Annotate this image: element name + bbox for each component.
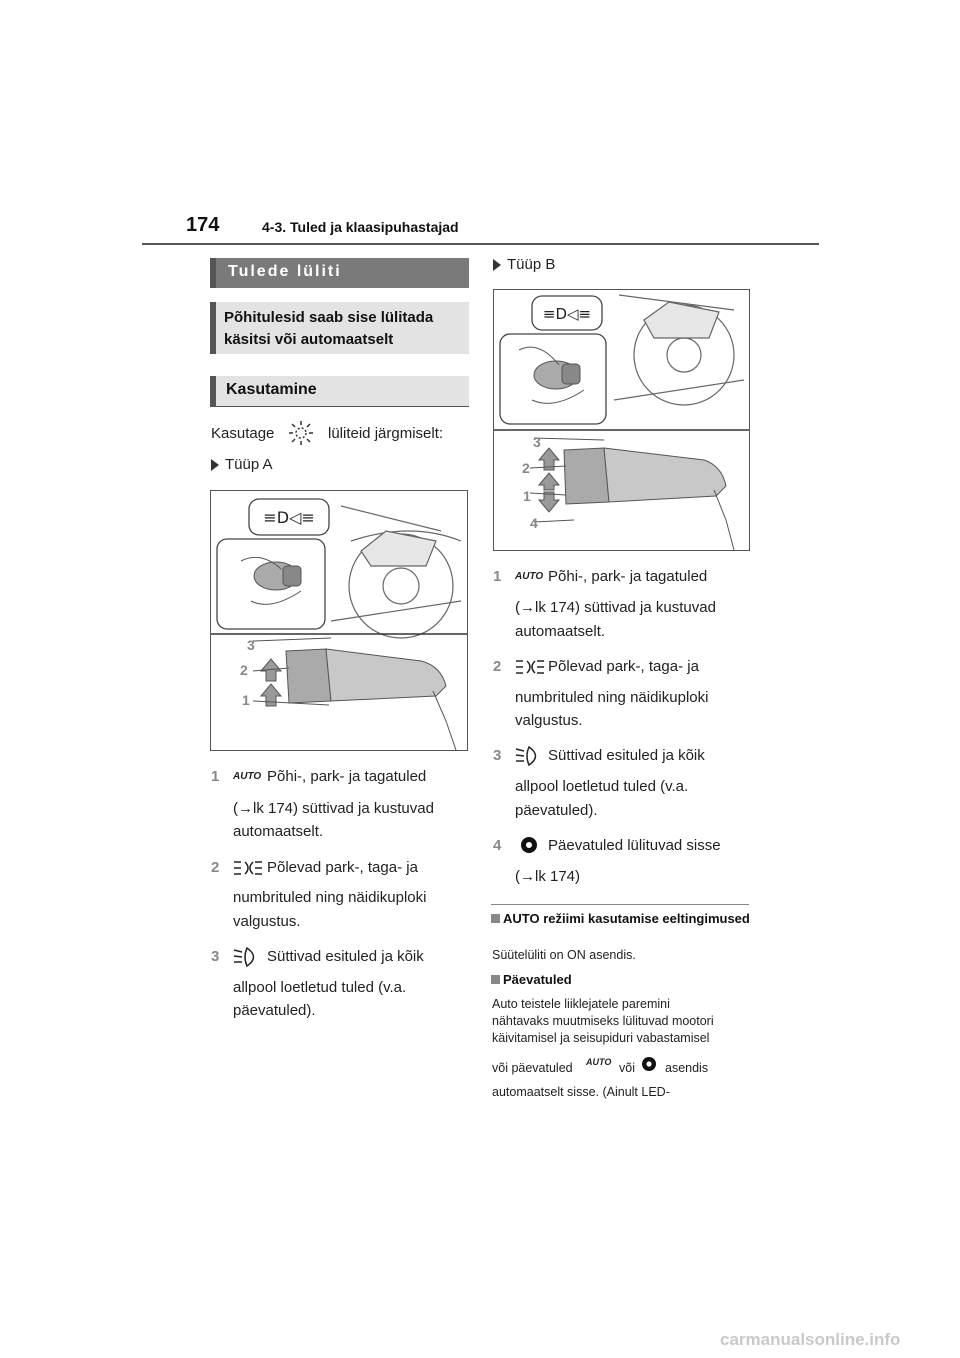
auto-icon: AUTO: [586, 1057, 612, 1067]
watermark: carmanualsonline.info: [720, 1330, 901, 1349]
triangle-bullet-icon: [211, 459, 219, 471]
item-number: 3: [211, 948, 220, 965]
item-line-1: Süttivad esituled ja kõik: [548, 747, 705, 764]
daytime-running-light-icon: [520, 836, 538, 854]
item-line-1: Päevatuled lülituvad sisse: [548, 837, 721, 854]
square-bullet-icon: [491, 914, 500, 923]
figure-b-label-1: 1: [523, 488, 531, 504]
drl-note-line-4b: või: [619, 1061, 635, 1075]
headlight-icon: [233, 946, 261, 968]
item-line-2: (→lk 174) süttivad ja kustuvad: [233, 800, 434, 817]
item-line-1: Põlevad park-, taga- ja: [548, 658, 699, 675]
light-switch-icon: [288, 420, 314, 446]
square-bullet-icon: [491, 975, 500, 984]
figure-a-label-3: 3: [247, 637, 255, 653]
figure-type-a: [210, 490, 468, 751]
daytime-running-light-icon: [641, 1056, 657, 1072]
item-line-3: päevatuled).: [515, 802, 598, 819]
auto-note-text: Süütelüliti on ON asendis.: [492, 948, 636, 962]
figure-b-label-2: 2: [522, 460, 530, 476]
type-b-item-3: [493, 747, 753, 819]
item-line-2: (→lk 174): [515, 868, 581, 885]
figure-type-b: [493, 289, 750, 551]
title-band: [210, 258, 469, 288]
drl-note-heading: Päevatuled: [491, 972, 572, 987]
item-number: 2: [211, 859, 220, 876]
item-number: 1: [211, 768, 220, 785]
type-a-label: Tüüp A: [225, 456, 273, 473]
drl-note-line-4c: asendis: [665, 1061, 709, 1075]
type-b-item-2: [493, 658, 753, 729]
lever-illustration-b: [494, 290, 749, 550]
item-line-3: valgustus.: [233, 913, 301, 930]
lever-illustration-a: [211, 491, 467, 750]
drl-note-line-3: käivitamisel ja seisupiduri vabastamisel: [492, 1031, 710, 1045]
item-line-1: Põlevad park-, taga- ja: [267, 859, 418, 876]
item-line-3: valgustus.: [515, 712, 583, 729]
item-line-3: päevatuled).: [233, 1002, 316, 1019]
page-title: Tulede lüliti: [228, 263, 342, 280]
header-rule: [142, 243, 819, 245]
item-line-1: Põhi-, park- ja tagatuled: [267, 768, 427, 785]
type-a-item-3: [211, 948, 471, 1019]
svg-text:≡D◁≡: ≡D◁≡: [542, 305, 592, 323]
item-line-2: allpool loetletud tuled (v.a.: [515, 778, 689, 795]
figure-a-label-2: 2: [240, 662, 248, 678]
auto-icon: AUTO: [515, 571, 544, 582]
type-a-item-1: [211, 768, 471, 840]
auto-note-heading: AUTO režiimi kasutamise eeltingimused: [491, 911, 751, 926]
notes-rule: [491, 904, 749, 905]
item-line-1: Süttivad esituled ja kõik: [267, 948, 424, 965]
drl-note-line-4a: või päevatuled: [492, 1061, 573, 1075]
item-line-2: numbrituled ning näidikuploki: [515, 689, 709, 706]
type-a-item-2: [211, 859, 471, 930]
type-b-label-row: [493, 256, 555, 273]
triangle-bullet-icon: [493, 259, 501, 271]
usage-band: [210, 376, 469, 407]
type-b-item-1: [493, 568, 753, 640]
auto-icon: AUTO: [233, 771, 262, 782]
item-number: 4: [493, 837, 502, 854]
item-number: 2: [493, 658, 502, 675]
item-line-2: numbrituled ning näidikuploki: [233, 889, 427, 906]
figure-b-label-4: 4: [530, 515, 538, 531]
headlight-icon: [515, 745, 543, 767]
item-line-1: Põhi-, park- ja tagatuled: [548, 568, 708, 585]
svg-text:≡D◁≡: ≡D◁≡: [263, 508, 315, 527]
usage-lead-prefix: Kasutage: [211, 425, 275, 442]
type-b-label: Tüüp B: [507, 256, 556, 273]
drl-note-line-5: automaatselt sisse. (Ainult LED-: [492, 1085, 670, 1099]
parking-light-icon: [233, 859, 263, 877]
item-line-3: automaatselt.: [233, 823, 324, 840]
item-number: 3: [493, 747, 502, 764]
item-line-2: allpool loetletud tuled (v.a.: [233, 979, 407, 996]
section-header: 4-3. Tuled ja klaasipuhastajad: [262, 219, 459, 235]
item-line-3: automaatselt.: [515, 623, 606, 640]
page-number: 174: [186, 214, 220, 236]
intro-text: Põhitulesid saab sise lülitada käsitsi või automaatselt: [224, 309, 434, 348]
figure-b-label-3: 3: [533, 434, 541, 450]
drl-note-line-2: nähtavaks muutmiseks lülituvad mootori: [492, 1014, 714, 1028]
type-b-item-4: [493, 837, 753, 885]
figure-a-label-1: 1: [242, 692, 250, 708]
item-line-2: (→lk 174) süttivad ja kustuvad: [515, 599, 716, 616]
intro-band: [210, 302, 469, 354]
parking-light-icon: [515, 658, 545, 676]
usage-lead-suffix: lüliteid järgmiselt:: [328, 425, 444, 442]
item-number: 1: [493, 568, 502, 585]
usage-heading: Kasutamine: [226, 381, 317, 398]
type-a-label-row: [211, 456, 273, 473]
drl-note-line-1: Auto teistele liiklejatele paremini: [492, 997, 670, 1011]
